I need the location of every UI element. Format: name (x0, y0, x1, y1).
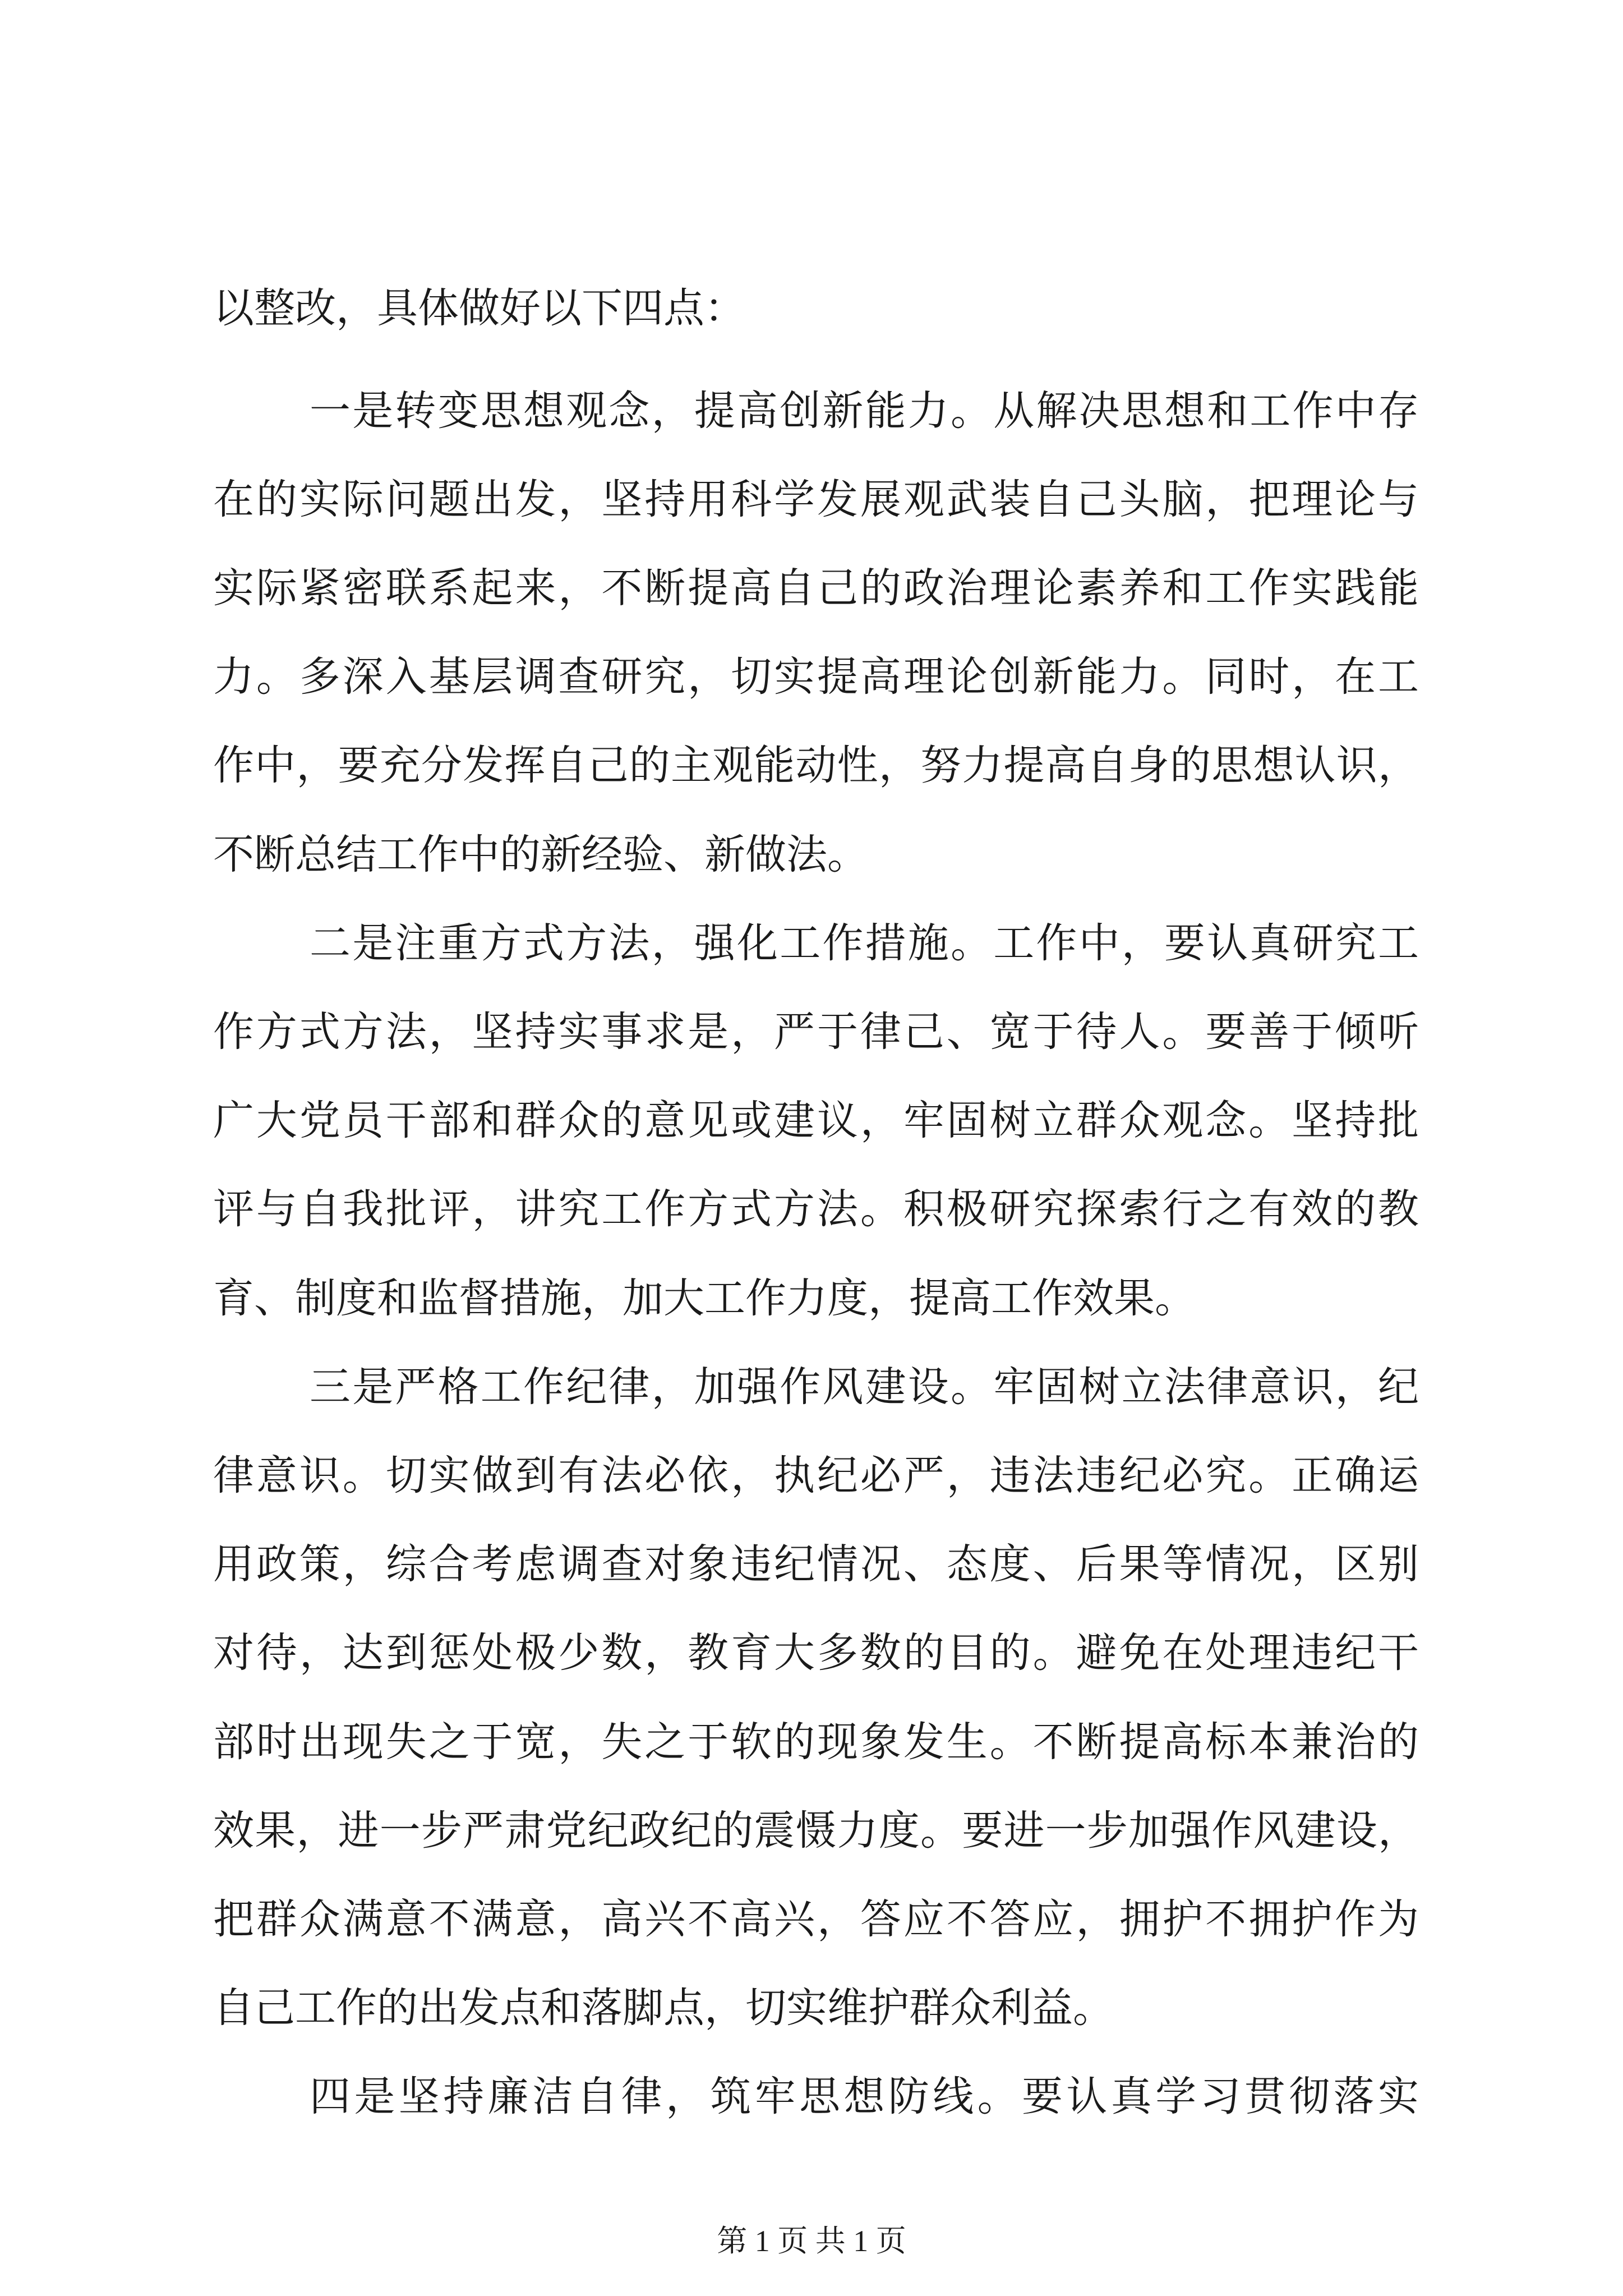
text-line: 对待，达到惩处极少数，教育大多数的目的。避免在处理违纪干 (213, 1629, 1419, 1677)
text-line: 作中，要充分发挥自己的主观能动性，努力提高自身的思想认识， (213, 742, 1419, 789)
paragraph-4-line: 四是坚持廉洁自律，筑牢思想防线。要认真学习贯彻落实 (310, 2073, 1419, 2120)
paragraph-2-line: 二是注重方式方法，强化工作措施。工作中，要认真研究工 (310, 919, 1419, 967)
text-line: 力。多深入基层调查研究，切实提高理论创新能力。同时，在工 (213, 653, 1419, 701)
page-footer: 第 1 页 共 1 页 (717, 2224, 906, 2258)
text-line: 以整改，具体做好以下四点： (213, 284, 745, 332)
text-line: 在的实际问题出发，坚持用科学发展观武装自己头脑，把理论与 (213, 476, 1419, 523)
text-line: 用政策，综合考虑调查对象违纪情况、态度、后果等情况，区别 (213, 1540, 1419, 1588)
text-line: 评与自我批评，讲究工作方式方法。积极研究探索行之有效的教 (213, 1185, 1419, 1233)
text-line: 广大党员干部和群众的意见或建议，牢固树立群众观念。坚持批 (213, 1097, 1419, 1144)
text-line: 律意识。切实做到有法必依，执纪必严，违法违纪必究。正确运 (213, 1452, 1419, 1499)
text-line: 效果，进一步严肃党纪政纪的震慑力度。要进一步加强作风建设， (213, 1807, 1419, 1855)
text-line: 部时出现失之于宽，失之于软的现象发生。不断提高标本兼治的 (213, 1718, 1419, 1766)
text-line: 育、制度和监督措施，加大工作力度，提高工作效果。 (213, 1274, 1196, 1322)
text-line: 实际紧密联系起来，不断提高自己的政治理论素养和工作实践能 (213, 564, 1419, 612)
text-line: 把群众满意不满意，高兴不高兴，答应不答应，拥护不拥护作为 (213, 1895, 1419, 1943)
paragraph-3-line: 三是严格工作纪律，加强作风建设。牢固树立法律意识，纪 (310, 1363, 1419, 1411)
text-line: 自己工作的出发点和落脚点，切实维护群众利益。 (213, 1984, 1114, 2032)
text-line: 作方式方法，坚持实事求是，严于律己、宽于待人。要善于倾听 (213, 1008, 1419, 1056)
text-line: 不断总结工作中的新经验、新做法。 (213, 831, 868, 878)
paragraph-1-line: 一是转变思想观念，提高创新能力。从解决思想和工作中存 (310, 387, 1419, 435)
